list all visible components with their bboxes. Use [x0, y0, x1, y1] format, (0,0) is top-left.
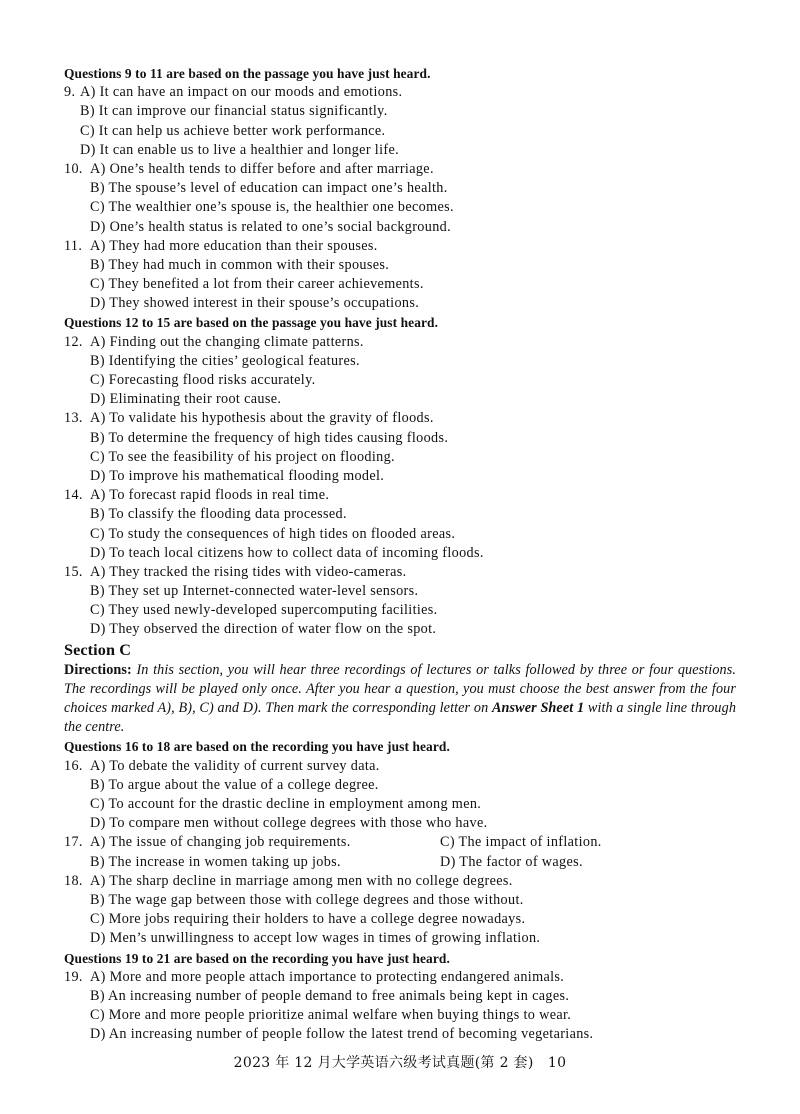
question-number: 10. [64, 160, 83, 177]
question-option-row [64, 122, 736, 141]
answer-option: B) They had much in common with their spouses. [90, 256, 390, 273]
answer-option: C) The impact of inflation. [440, 834, 602, 851]
answer-option: B) Identifying the cities’ geological features. [90, 352, 360, 369]
question-option-row [64, 582, 736, 601]
answer-option: A) To forecast rapid floods in real time. [90, 487, 330, 504]
answer-option: D) To improve his mathematical flooding model. [90, 467, 385, 484]
question-option-row [64, 525, 736, 544]
question-number: 19. [64, 968, 83, 985]
question-option-row [64, 141, 736, 160]
question-number: 11. [64, 237, 83, 254]
answer-option: B) To determine the frequency of high tides causing floods. [90, 429, 449, 446]
answer-option: B) To classify the flooding data processed. [90, 506, 347, 523]
question-option-row [64, 968, 736, 987]
question-option-row [64, 814, 736, 833]
question-option-row [64, 237, 736, 256]
answer-option: C) Forecasting flood risks accurately. [90, 372, 316, 388]
question-number: 13. [64, 410, 83, 427]
answer-option: B) They set up Internet-connected water-level sensors. [90, 583, 419, 600]
answer-option: C) To study the consequences of high tides on flooded areas. [90, 525, 456, 542]
question-number: 14. [64, 487, 83, 504]
question-option-row [64, 333, 736, 352]
question-option-row [64, 757, 736, 776]
question-option-row [64, 390, 736, 409]
question-option-row [64, 409, 736, 428]
question-option-row [64, 294, 736, 313]
question-option-row [64, 448, 736, 467]
question-option-row [64, 83, 736, 102]
question-option-row [64, 563, 736, 582]
answer-option: D) They observed the direction of water flow on the spot. [90, 621, 437, 638]
question-group-heading: Questions 16 to 18 are based on the recording you have just heard. [64, 739, 450, 755]
answer-option: C) It can help us achieve better work performance. [80, 122, 386, 139]
question-option-row [64, 891, 736, 910]
question-group-heading: Questions 12 to 15 are based on the passage you have just heard. [64, 315, 439, 331]
question-option-row [64, 275, 736, 294]
answer-option: C) They benefited a lot from their career achievements. [90, 276, 424, 293]
answer-option: B) An increasing number of people demand to free animals being kept in cages. [90, 987, 570, 1004]
answer-option: A) The issue of changing job requirements. [90, 834, 351, 851]
answer-option: C) To account for the drastic decline in employment among men. [90, 796, 482, 812]
section-c-directions [64, 661, 736, 738]
question-option-row [64, 929, 736, 948]
question-option-row [64, 256, 736, 275]
answer-option: A) It can have an impact on our moods and emotions. [80, 84, 403, 101]
answer-option: B) It can improve our financial status significantly. [80, 103, 388, 120]
question-option-row [64, 1025, 736, 1044]
directions-text-2: with a single line through the centre. [64, 700, 737, 736]
listening-section-c-questions [64, 737, 736, 1044]
question-option-row [64, 544, 736, 563]
question-option-row [64, 179, 736, 198]
answer-option: A) To validate his hypothesis about the gravity of floods. [90, 410, 434, 427]
question-option-row [64, 910, 736, 929]
answer-option: C) To see the feasibility of his project on flooding. [90, 448, 395, 465]
answer-option: B) To argue about the value of a college degree. [90, 776, 379, 793]
question-option-row [64, 218, 736, 237]
question-number: 18. [64, 872, 83, 889]
page-footer: 2023 年 12 月大学英语六级考试真题(第 2 套) 10 [233, 1055, 567, 1071]
answer-option: D) To compare men without college degrees with those who have. [90, 815, 488, 832]
directions-label: Directions: [64, 661, 132, 678]
answer-option: D) One’s health status is related to one’s social background. [90, 218, 451, 235]
question-option-row [64, 371, 736, 390]
question-option-row [64, 352, 736, 371]
answer-option: A) They tracked the rising tides with video-cameras. [90, 563, 407, 580]
question-number: 9. [64, 84, 76, 101]
page-content [64, 64, 736, 1044]
question-number: 15. [64, 563, 83, 580]
listening-section-b-questions [64, 64, 736, 640]
question-option-row [64, 833, 736, 852]
answer-option: D) An increasing number of people follow the latest trend of becoming vegetarians. [90, 1026, 594, 1043]
answer-sheet-label: Answer Sheet 1 [491, 700, 585, 717]
answer-option: A) One’s health tends to differ before and after marriage. [90, 160, 434, 177]
question-option-row [64, 486, 736, 505]
question-option-row [64, 467, 736, 486]
answer-option: D) They showed interest in their spouse’s occupations. [90, 295, 420, 312]
question-option-row [64, 601, 736, 620]
answer-option: A) To debate the validity of current survey data. [90, 757, 380, 774]
question-option-row [64, 620, 736, 639]
answer-option: D) Eliminating their root cause. [90, 391, 282, 408]
question-option-row [64, 872, 736, 891]
answer-option: B) The wage gap between those with college degrees and those without. [90, 891, 524, 908]
question-option-row [64, 160, 736, 179]
answer-option: D) It can enable us to live a healthier and longer life. [80, 141, 399, 158]
question-number: 16. [64, 757, 83, 774]
question-number: 17. [64, 834, 83, 851]
answer-option: A) More and more people attach importance to protecting endangered animals. [90, 968, 565, 985]
answer-option: C) More and more people prioritize animal welfare when buying things to wear. [90, 1007, 572, 1024]
answer-option: D) To teach local citizens how to collect data of incoming floods. [90, 544, 484, 561]
question-option-row [64, 102, 736, 121]
question-option-row [64, 198, 736, 217]
answer-option: C) They used newly-developed supercomputing facilities. [90, 602, 438, 619]
section-c-title: Section C [64, 640, 131, 659]
question-group-heading: Questions 19 to 21 are based on the recording you have just heard. [64, 950, 450, 966]
question-option-row [64, 505, 736, 524]
question-option-row [64, 1006, 736, 1025]
answer-option: A) They had more education than their spouses. [90, 237, 378, 254]
answer-option: C) More jobs requiring their holders to have a college degree nowadays. [90, 911, 526, 928]
question-option-row [64, 987, 736, 1006]
question-option-row [64, 776, 736, 795]
question-option-row [64, 429, 736, 448]
question-option-row [64, 795, 736, 814]
question-group-heading: Questions 9 to 11 are based on the passage you have just heard. [64, 66, 431, 81]
answer-option: D) The factor of wages. [440, 853, 583, 870]
answer-option: B) The spouse’s level of education can impact one’s health. [90, 180, 448, 197]
answer-option: A) Finding out the changing climate patterns. [90, 333, 364, 350]
question-option-row [64, 853, 736, 872]
directions-text-1: In this section, you will hear three recordings of lectures or talks followed by three or four questions. The recordings will be played only once. After you hear a question, you must choose the best answer from the four choices marked A), B), C) and D). Then mark the corresponding letter on [64, 661, 736, 717]
question-number: 12. [64, 333, 83, 350]
answer-option: D) Men’s unwillingness to accept low wages in times of growing inflation. [90, 930, 541, 947]
answer-option: C) The wealthier one’s spouse is, the healthier one becomes. [90, 199, 454, 216]
answer-option: A) The sharp decline in marriage among men with no college degrees. [90, 872, 513, 889]
answer-option: B) The increase in women taking up jobs. [90, 853, 341, 870]
